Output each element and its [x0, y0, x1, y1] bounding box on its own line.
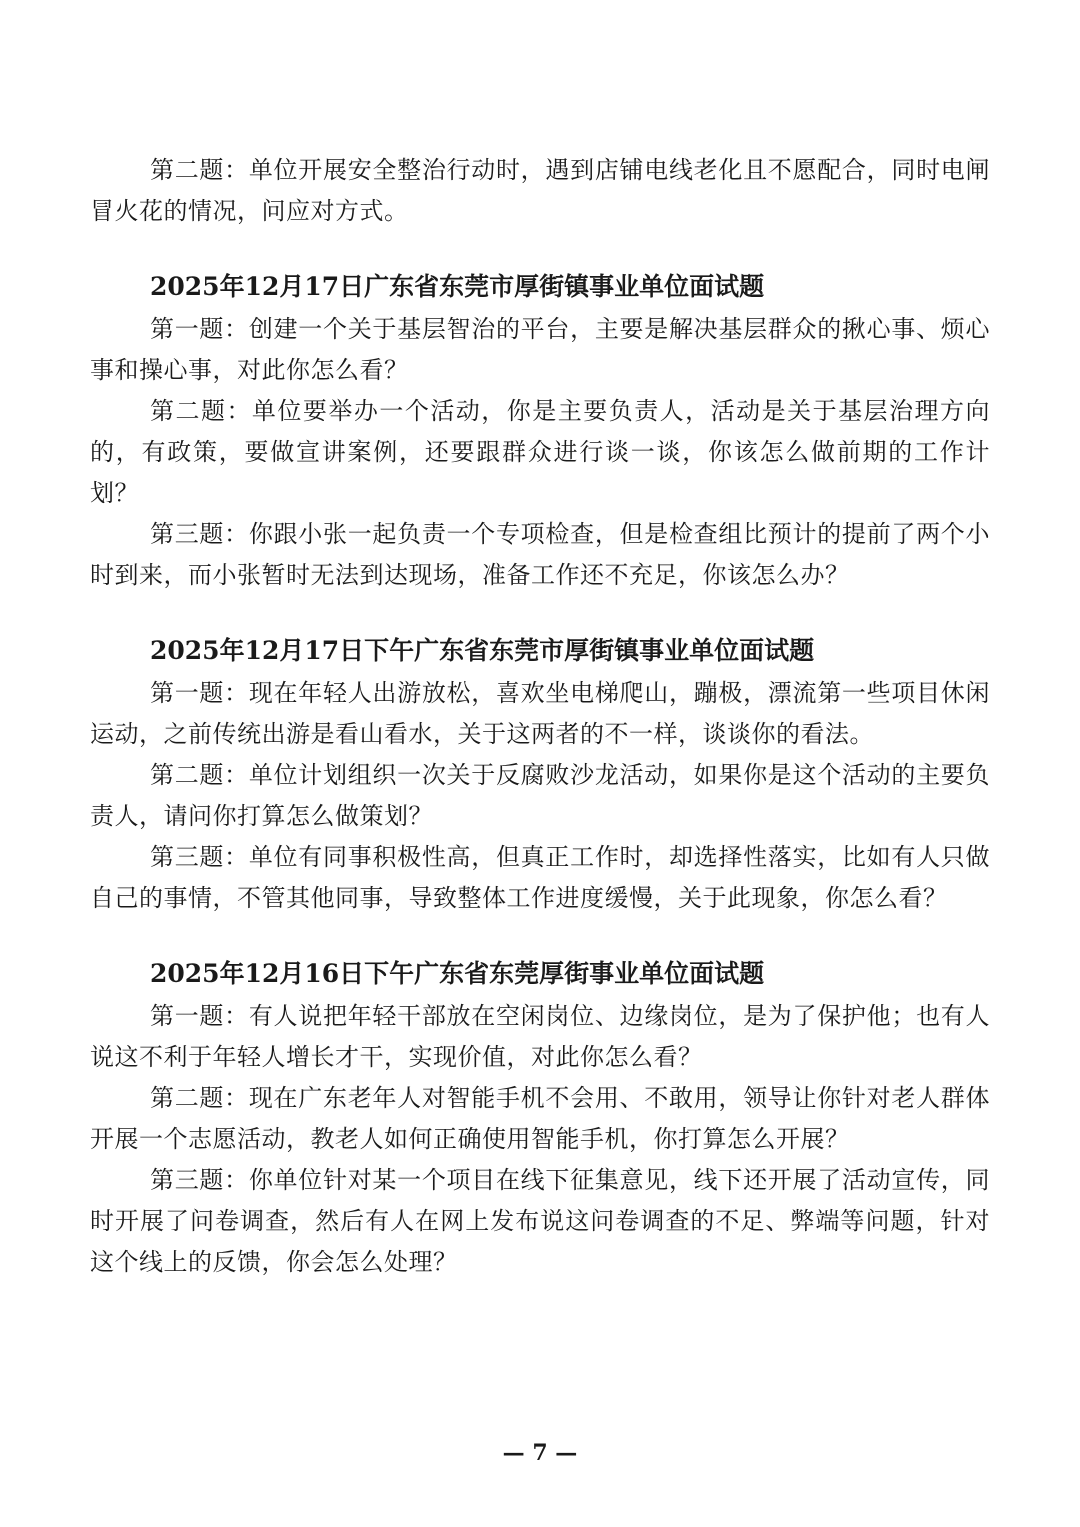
page-number: — 7 — [502, 1440, 578, 1466]
document-body [90, 150, 990, 1283]
section-title: 2025年12月17日下午广东省东莞市厚街镇事业单位面试题 [150, 636, 815, 665]
section-dec17-morning [90, 266, 990, 596]
section-dec17-afternoon [90, 630, 990, 919]
question-paragraph: 第一题：有人说把年轻干部放在空闲岗位、边缘岗位，是为了保护他；也有人说这不利于年轻人增长才干，实现价值，对此你怎么看？ [90, 1002, 990, 1071]
section-dec16-afternoon [90, 953, 990, 1283]
question-paragraph: 第二题：现在广东老年人对智能手机不会用、不敢用，领导让你针对老人群体开展一个志愿活动，教老人如何正确使用智能手机，你打算怎么开展？ [90, 1084, 990, 1153]
intro-block [90, 150, 990, 232]
question-paragraph: 第一题：现在年轻人出游放松，喜欢坐电梯爬山，蹦极，漂流第一些项目休闲运动，之前传统出游是看山看水，关于这两者的不一样，谈谈你的看法。 [90, 679, 990, 748]
question-paragraph: 第三题：单位有同事积极性高，但真正工作时，却选择性落实，比如有人只做自己的事情，不管其他同事，导致整体工作进度缓慢，关于此现象，你怎么看？ [90, 843, 990, 912]
question-paragraph: 第二题：单位计划组织一次关于反腐败沙龙活动，如果你是这个活动的主要负责人，请问你打算怎么做策划？ [90, 761, 990, 830]
question-paragraph: 第三题：你单位针对某一个项目在线下征集意见，线下还开展了活动宣传，同时开展了问卷调查，然后有人在网上发布说这问卷调查的不足、弊端等问题，针对这个线上的反馈，你会怎么处理？ [90, 1166, 990, 1276]
section-title: 2025年12月16日下午广东省东莞厚街事业单位面试题 [150, 959, 765, 988]
intro-paragraph: 第二题：单位开展安全整治行动时，遇到店铺电线老化且不愿配合，同时电闸冒火花的情况，问应对方式。 [90, 156, 990, 225]
section-title: 2025年12月17日广东省东莞市厚街镇事业单位面试题 [150, 272, 765, 301]
question-paragraph: 第三题：你跟小张一起负责一个专项检查，但是检查组比预计的提前了两个小时到来，而小张暂时无法到达现场，准备工作还不充足，你该怎么办？ [90, 520, 990, 589]
question-paragraph: 第一题：创建一个关于基层智治的平台，主要是解决基层群众的揪心事、烦心事和操心事，对此你怎么看？ [90, 315, 990, 384]
question-paragraph: 第二题：单位要举办一个活动，你是主要负责人，活动是关于基层治理方向的，有政策，要做宣讲案例，还要跟群众进行谈一谈，你该怎么做前期的工作计划？ [90, 397, 990, 507]
